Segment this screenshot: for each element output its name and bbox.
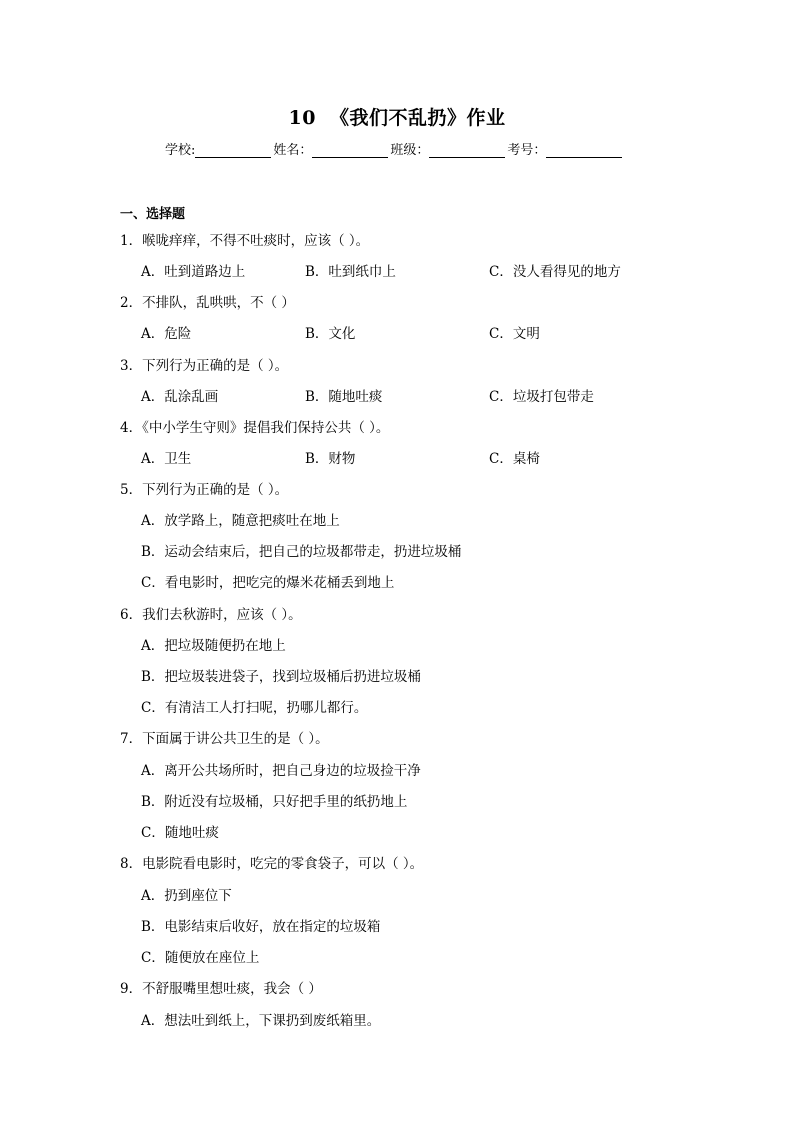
q3-option-b: B．随地吐痰 xyxy=(305,389,383,405)
q2-option-a: A．危险 xyxy=(141,326,192,342)
q4-option-a: A．卫生 xyxy=(141,451,192,467)
q3-option-c: C．垃圾打包带走 xyxy=(489,389,594,405)
section-heading: 一、选择题 xyxy=(120,207,186,222)
q1-option-b: B．吐到纸巾上 xyxy=(305,264,396,280)
exam-no-label: 考号： xyxy=(507,143,547,158)
question-6: 6．我们去秋游时，应该（ ）。 xyxy=(120,607,302,623)
class-label: 班级： xyxy=(390,143,430,158)
question-7: 7．下面属于讲公共卫生的是（ ）。 xyxy=(120,731,329,747)
q6-option-b: B．把垃圾装进袋子，找到垃圾桶后扔进垃圾桶 xyxy=(141,669,421,685)
q8-option-a: A．扔到座位下 xyxy=(141,888,232,904)
q8-option-b: B．电影结束后收好，放在指定的垃圾箱 xyxy=(141,919,381,935)
name-label: 姓名： xyxy=(273,143,313,158)
title-number: 10 xyxy=(288,107,316,129)
exam-no-blank xyxy=(546,143,622,158)
q7-option-b: B．附近没有垃圾桶，只好把手里的纸扔地上 xyxy=(141,794,408,810)
q6-option-a: A．把垃圾随便扔在地上 xyxy=(141,638,286,654)
question-5: 5．下列行为正确的是（ ）。 xyxy=(120,482,289,498)
q6-option-c: C．有清洁工人打扫呢，扔哪儿都行。 xyxy=(141,700,368,716)
question-2: 2．不排队，乱哄哄，不（ ） xyxy=(120,295,295,311)
q7-option-c: C．随地吐痰 xyxy=(141,825,219,841)
question-1: 1．喉咙痒痒，不得不吐痰时，应该（ ）。 xyxy=(120,233,370,249)
q7-option-a: A．离开公共场所时，把自己身边的垃圾捡干净 xyxy=(141,763,421,779)
q1-option-a: A．吐到道路边上 xyxy=(141,264,246,280)
q1-option-c: C．没人看得见的地方 xyxy=(489,264,621,280)
q5-option-b: B．运动会结束后，把自己的垃圾都带走，扔进垃圾桶 xyxy=(141,544,462,560)
q5-option-a: A．放学路上，随意把痰吐在地上 xyxy=(141,513,340,529)
title-text: 《我们不乱扔》作业 xyxy=(329,107,506,129)
question-3: 3．下列行为正确的是（ ）。 xyxy=(120,358,289,374)
q2-option-b: B．文化 xyxy=(305,326,356,342)
q8-option-c: C．随便放在座位上 xyxy=(141,950,260,966)
question-8: 8．电影院看电影时，吃完的零食袋子，可以（ ）。 xyxy=(120,856,424,872)
school-blank xyxy=(195,143,271,158)
question-4: 4．《中小学生守则》提倡我们保持公共（ ）。 xyxy=(120,420,390,436)
q4-option-c: C．桌椅 xyxy=(489,451,540,467)
school-label: 学校: xyxy=(165,143,196,158)
q9-option-a: A．想法吐到纸上，下课扔到废纸箱里。 xyxy=(141,1013,381,1029)
question-9: 9．不舒服嘴里想吐痰，我会（ ） xyxy=(120,981,322,997)
page-title xyxy=(0,103,794,130)
student-info-line xyxy=(165,139,624,158)
q2-option-c: C．文明 xyxy=(489,326,540,342)
class-blank xyxy=(429,143,505,158)
name-blank xyxy=(312,143,388,158)
q3-option-a: A．乱涂乱画 xyxy=(141,389,219,405)
q4-option-b: B．财物 xyxy=(305,451,356,467)
q5-option-c: C．看电影时，把吃完的爆米花桶丢到地上 xyxy=(141,575,395,591)
